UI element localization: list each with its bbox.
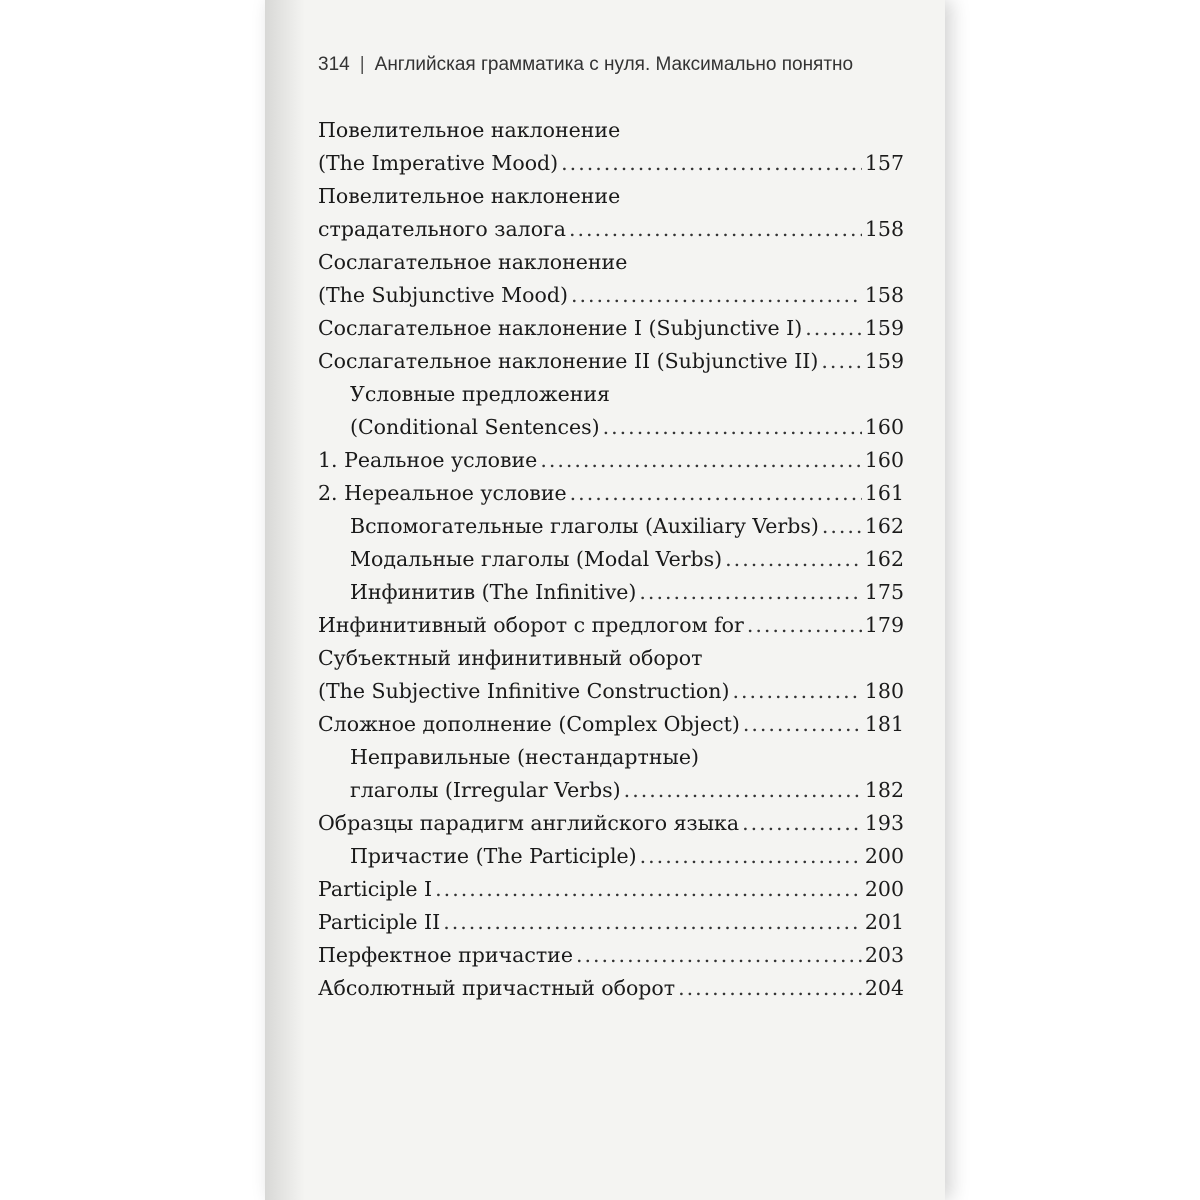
toc-entry <box>318 873 904 906</box>
toc-entry-title: Причастие (The Participle) <box>350 844 637 868</box>
toc-entry <box>318 378 904 444</box>
toc-entry <box>318 609 904 642</box>
table-of-contents <box>318 114 904 1005</box>
leader-dots <box>571 279 862 312</box>
toc-entry-title-cont: (The Subjunctive Mood) <box>318 283 568 307</box>
running-header <box>318 54 853 76</box>
toc-entry <box>318 246 904 312</box>
toc-page-number: 159 <box>864 349 904 373</box>
toc-entry-title: Повелительное наклонение <box>318 184 621 208</box>
toc-entry-title: Инфинитивный оборот с предлогом for <box>318 613 744 637</box>
book-title: Английская грамматика с нуля. Максимально понятно <box>374 54 854 75</box>
toc-entry <box>318 840 904 873</box>
toc-entry-title: Participle II <box>318 910 441 934</box>
toc-page-number: 193 <box>864 811 904 835</box>
toc-entry <box>318 939 904 972</box>
toc-entry-title: Абсолютный причастный оборот <box>318 976 676 1000</box>
toc-page-number: 180 <box>864 679 904 703</box>
toc-page-number: 200 <box>864 877 904 901</box>
toc-entry <box>318 972 904 1005</box>
toc-entry-title: Сослагательное наклонение I (Subjunctive I) <box>318 316 803 340</box>
leader-dots <box>821 345 861 378</box>
toc-entry-title: Модальные глаголы (Modal Verbs) <box>350 547 723 571</box>
leader-dots <box>743 708 862 741</box>
toc-entry-title-cont: глаголы (Irregular Verbs) <box>350 778 621 802</box>
toc-entry-title: Сослагательное наклонение <box>318 250 628 274</box>
leader-dots <box>435 873 862 906</box>
toc-page-number: 159 <box>864 316 904 340</box>
toc-page-number: 158 <box>864 283 904 307</box>
toc-entry <box>318 543 904 576</box>
toc-entry <box>318 312 904 345</box>
toc-entry <box>318 906 904 939</box>
toc-entry-title: Сложное дополнение (Complex Object) <box>318 712 740 736</box>
toc-entry-title: 2. Нереальное условие <box>318 481 567 505</box>
toc-entry <box>318 708 904 741</box>
leader-dots <box>640 840 862 873</box>
toc-page-number: 204 <box>864 976 904 1000</box>
toc-page-number: 162 <box>864 547 904 571</box>
leader-dots <box>639 576 861 609</box>
toc-entry-title: Participle I <box>318 877 433 901</box>
toc-page-number: 201 <box>864 910 904 934</box>
leader-dots <box>822 510 862 543</box>
toc-entry <box>318 807 904 840</box>
toc-entry-title: Сослагательное наклонение II (Subjunctive II) <box>318 349 819 373</box>
toc-entry <box>318 576 904 609</box>
toc-page-number: 160 <box>864 448 904 472</box>
toc-entry-title: Перфектное причастие <box>318 943 573 967</box>
toc-entry-title-cont: страдательного залога <box>318 217 567 241</box>
page-number: 314 <box>318 54 350 75</box>
toc-page-number: 182 <box>864 778 904 802</box>
leader-dots <box>678 972 862 1005</box>
leader-dots <box>561 147 862 180</box>
leader-dots <box>624 774 862 807</box>
leader-dots <box>569 213 862 246</box>
toc-entry <box>318 114 904 180</box>
toc-page-number: 160 <box>864 415 904 439</box>
toc-entry-title-cont: (Conditional Sentences) <box>350 415 600 439</box>
toc-entry-title: Неправильные (нестандартные) <box>350 745 699 769</box>
leader-dots <box>443 906 862 939</box>
toc-entry <box>318 477 904 510</box>
toc-entry-title: Вспомогательные глаголы (Auxiliary Verbs) <box>350 514 819 538</box>
leader-dots <box>576 939 862 972</box>
toc-entry <box>318 642 904 708</box>
toc-page-number: 161 <box>864 481 904 505</box>
toc-page-number: 179 <box>864 613 904 637</box>
toc-page-number: 200 <box>864 844 904 868</box>
toc-entry-title-cont: (The Subjective Infinitive Construction) <box>318 679 730 703</box>
toc-entry <box>318 345 904 378</box>
leader-dots <box>570 477 862 510</box>
leader-dots <box>805 312 862 345</box>
toc-entry-title: 1. Реальное условие <box>318 448 538 472</box>
toc-entry <box>318 444 904 477</box>
toc-entry-title: Инфинитив (The Infinitive) <box>350 580 637 604</box>
leader-dots <box>742 807 862 840</box>
toc-entry-title: Субъектный инфинитивный оборот <box>318 646 703 670</box>
toc-page-number: 203 <box>864 943 904 967</box>
leader-dots <box>732 675 861 708</box>
toc-entry <box>318 510 904 543</box>
toc-entry-title: Условные предложения <box>350 382 610 406</box>
toc-entry-title: Образцы парадигм английского языка <box>318 811 740 835</box>
leader-dots <box>603 411 862 444</box>
page-gutter-shadow <box>265 0 305 1200</box>
toc-entry <box>318 741 904 807</box>
leader-dots <box>540 444 862 477</box>
toc-entry <box>318 180 904 246</box>
leader-dots <box>747 609 862 642</box>
toc-entry-title: Повелительное наклонение <box>318 118 621 142</box>
toc-page-number: 175 <box>864 580 904 604</box>
toc-page-number: 181 <box>864 712 904 736</box>
leader-dots <box>725 543 862 576</box>
header-separator: | <box>359 54 365 75</box>
toc-page-number: 157 <box>864 151 904 175</box>
toc-page-number: 158 <box>864 217 904 241</box>
toc-page-number: 162 <box>864 514 904 538</box>
toc-entry-title-cont: (The Imperative Mood) <box>318 151 559 175</box>
